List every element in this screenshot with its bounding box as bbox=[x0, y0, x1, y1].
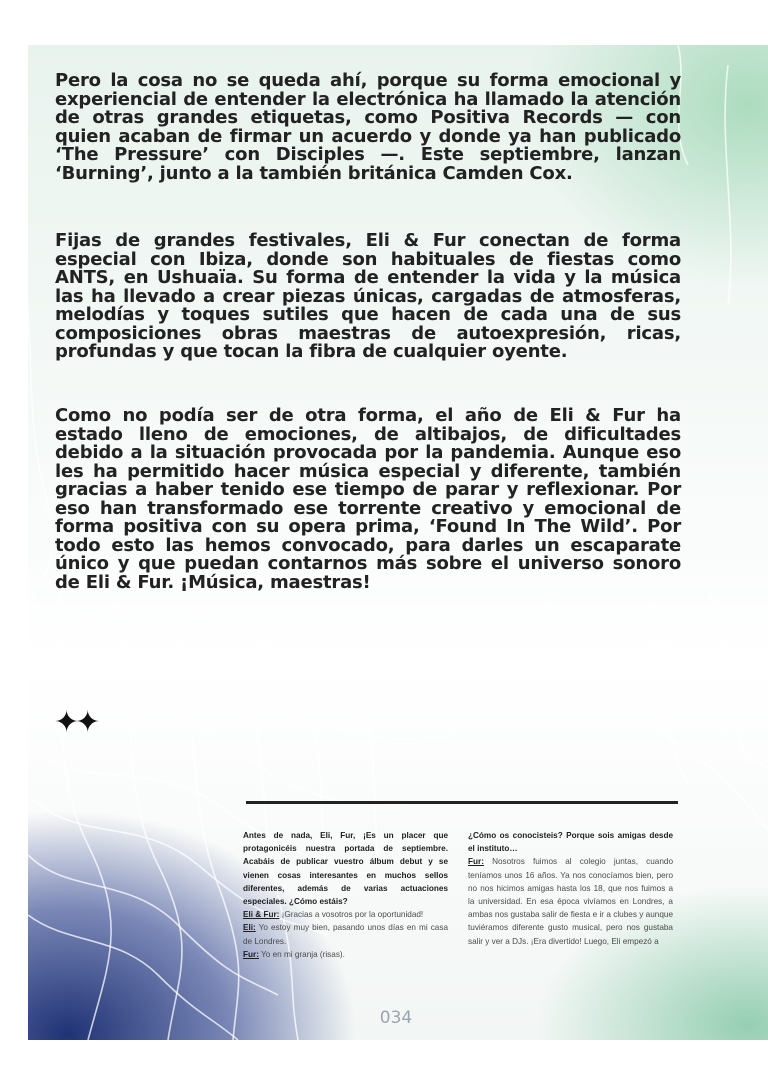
article-paragraph: Como no podía ser de otra forma, el año de Eli & Fur ha estado lleno de emociones, de altibajos, de dificultades debido a la situación provocada por la pandemia. Aunque eso les ha permitido hacer música especial y diferente, también gracias a haber tenido ese tiempo de parar y reflexionar. Por eso han transformado ese torrente creativo y emocional de forma positiva con su opera prima, ‘Found In The Wild’. Por todo esto las hemos convocado, para darles un escaparate único y que puedan contarnos más sobre el universo sonoro de Eli & Fur. ¡Música, maestras! bbox=[55, 405, 681, 593]
interview-answer bbox=[243, 948, 448, 961]
answer-text: Nosotros fuimos al colegio juntas, cuando teníamos unos 16 años. Ya nos conocíamos bien, pero no nos hicimos amigas hasta los 18, que nos fuimos a la universidad. En esa época vivíamos en Londres, a ambas nos gustaba salir de fiesta e ir a clubes y aunque tuviéramos diferente gusto musical, pero nos gustaba salir y ver a DJs. ¡Era divertido! Luego, Eli empezó a bbox=[468, 857, 673, 946]
article-paragraph: Fijas de grandes festivales, Eli & Fur conectan de forma especial con Ibiza, donde son habituales de fiestas como ANTS, en Ushuaïa. Su forma de entender la vida y la música las ha llevado a crear piezas únicas, cargadas de atmosferas, melodías y toques sutiles que hacen de cada una de sus composiciones obras maestras de autoexpresión, ricas, profundas y que tocan la fibra de cualquier oyente. bbox=[55, 230, 681, 362]
interview-question: Antes de nada, Eli, Fur, ¡Es un placer que protagonicéis nuestra portada de septiembre. Acabáis de publicar vuestro álbum debut y se vienen cosas interesantes en muchos sellos diferentes, además de varias actuaciones especiales. ¿Cómo estáis? bbox=[243, 831, 448, 907]
answer-text: Yo en mi granja (risas). bbox=[258, 949, 345, 959]
interview-column-right bbox=[468, 829, 673, 948]
section-divider bbox=[246, 801, 678, 804]
speaker-label: Eli & Fur: bbox=[243, 910, 280, 920]
article-paragraph: Pero la cosa no se queda ahí, porque su forma emocional y experiencial de entender la electrónica ha llamado la atención de otras grandes etiquetas, como Positiva Records — con quien acaban de firmar un acuerdo y donde ya han publicado ‘The Pressure’ con Disciples —. Este septiembre, lanzan ‘Burning’, junto a la también británica Camden Cox. bbox=[55, 70, 681, 184]
sparkle-ornament-icon: ✦✦ bbox=[54, 705, 97, 740]
answer-text: ¡Gracias a vosotros por la oportunidad! bbox=[279, 910, 424, 920]
interview-question: ¿Cómo os conocisteis? Porque sois amigas desde el instituto… bbox=[468, 831, 673, 854]
page-number: 034 bbox=[379, 1008, 413, 1028]
answer-text: Yo estoy muy bien, pasando unos días en mi casa de Londres. bbox=[243, 923, 448, 946]
speaker-label: Eli: bbox=[243, 923, 256, 933]
interview-answer bbox=[243, 908, 448, 921]
speaker-label: Fur: bbox=[243, 949, 259, 959]
magazine-page bbox=[28, 45, 768, 1040]
interview-column-left bbox=[243, 829, 448, 961]
interview-answer bbox=[468, 855, 673, 947]
interview-answer bbox=[243, 921, 448, 947]
speaker-label: Fur: bbox=[468, 857, 484, 867]
